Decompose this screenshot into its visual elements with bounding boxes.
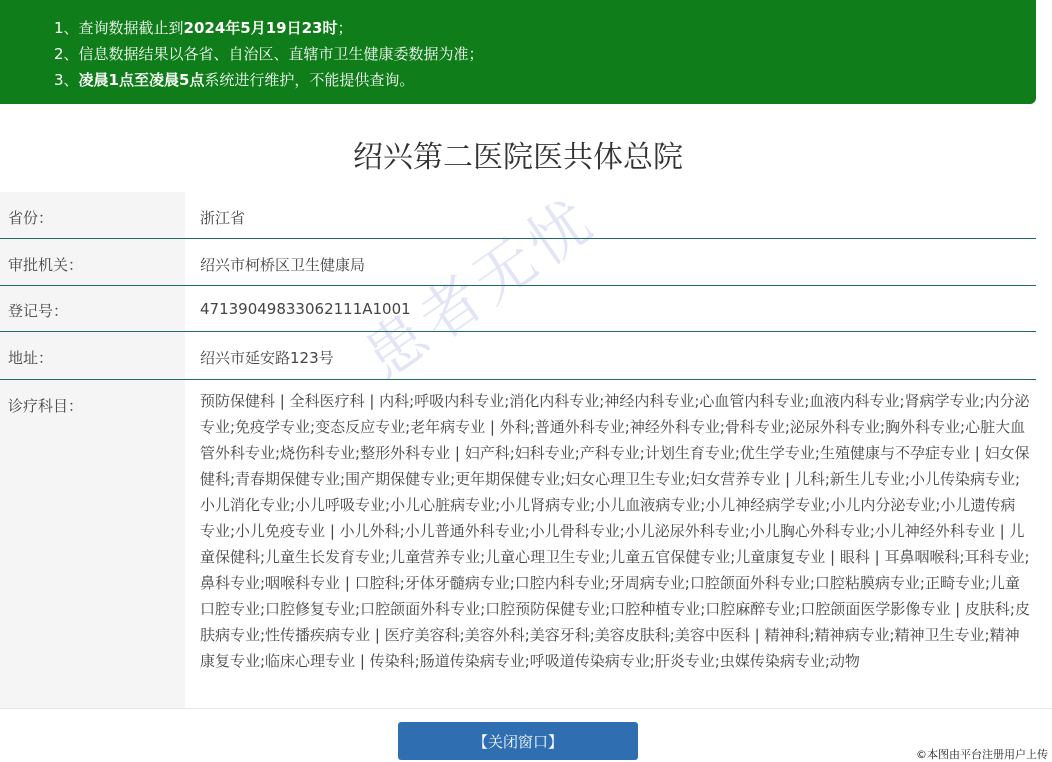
row-departments (0, 380, 1036, 710)
row-province-value: 浙江省 (200, 209, 246, 227)
departments-list: 预防保健科 | 全科医疗科 | 内科;呼吸内科专业;消化内科专业;神经内科专业;心血管内科专业;血液内科专业;肾病学专业;内分泌专业;免疫学专业;变态反应专业;老年病专业 | 外科;普通外科专业;神经外科专业;骨科专业;泌尿外科专业;胸外科专业;心脏大血管外科专业;烧伤科专业;整形外科专业 | 妇产科;妇科专业;产科专业;计划生育专业;优生学专业;生殖健康与不孕症专业 | 妇女保健科;青春期保健专业;围产期保健专业;更年期保健专业;妇女心理卫生专业;妇女营养专业 | 儿科;新生儿专业;小儿传染病专业;小儿消化专业;小儿呼吸专业;小儿心脏病专业;小儿肾病专业;小儿血液病专业;小儿神经病学专业;小儿内分泌专业;小儿遗传病专业;小儿免疫专业 | 小儿外科;小儿普通外科专业;小儿骨科专业;小儿泌尿外科专业;小儿胸心外科专业;小儿神经外科专业 | 儿童保健科;儿童生长发育专业;儿童营养专业;儿童心理卫生专业;儿童五官保健专业;儿童康复专业 | 眼科 | 耳鼻咽喉科;耳科专业;鼻科专业;咽喉科专业 | 口腔科;牙体牙髓病专业;口腔内科专业;牙周病专业;口腔颌面外科专业;口腔粘膜病专业;正畸专业;儿童口腔专业;口腔修复专业;口腔颌面外科专业;口腔预防保健专业;口腔种植专业;口腔麻醉专业;口腔颌面医学影像专业 | 皮肤科;皮肤病专业;性传播疾病专业 | 医疗美容科;美容外科;美容牙科;美容皮肤科;美容中医科 | 精神科;精神病专业;精神卫生专业;精神康复专业;临床心理专业 | 传染科;肠道传染病专业;呼吸道传染病专业;肝炎专业;虫媒传染病专业;动物 (200, 392, 1030, 670)
notice-banner (0, 0, 1036, 104)
row-address (0, 332, 1036, 380)
row-address-value: 绍兴市延安路123号 (200, 349, 334, 367)
row-registration (0, 286, 1036, 332)
close-window-button[interactable]: 【关闭窗口】 (398, 722, 638, 760)
row-province-label-cell (0, 192, 185, 238)
notice-line-1-suffix: ； (337, 19, 353, 37)
row-registration-label: 登记号： (8, 302, 69, 320)
row-address-label-cell (0, 332, 185, 379)
row-authority-value: 绍兴市柯桥区卫生健康局 (200, 256, 366, 274)
row-departments-label: 诊疗科目： (8, 397, 84, 415)
notice-line-1-prefix: 1、查询数据截止到 (54, 19, 184, 37)
notice-line-3-suffix: 系统进行维护，不能提供查询。 (204, 71, 415, 89)
row-registration-label-cell (0, 286, 185, 331)
row-departments-label-cell (0, 380, 185, 710)
row-address-label: 地址： (8, 349, 54, 367)
watermark-text: 患者无忧 (352, 184, 609, 393)
footer-bar (0, 708, 1052, 761)
notice-line-3-hours: 凌晨1点至凌晨5点 (78, 71, 205, 89)
notice-line-2: 2、信息数据结果以各省、自治区、直辖市卫生健康委数据为准； (54, 45, 484, 63)
copyright-note: ©本图由平台注册用户上传 (916, 748, 1048, 761)
row-authority-label-cell (0, 239, 185, 285)
page-title: 绍兴第二医院医共体总院 (353, 140, 683, 175)
row-authority-label: 审批机关： (8, 256, 84, 274)
row-province-label: 省份： (8, 209, 54, 227)
notice-line-3 (54, 69, 414, 90)
row-registration-value: 47139049833062111A1001 (200, 300, 411, 318)
row-authority (0, 239, 1036, 286)
notice-line-3-prefix: 3、 (54, 71, 79, 89)
row-province (0, 192, 1036, 239)
notice-line-1-date: 2024年5月19日23时 (183, 19, 338, 37)
notice-line-1 (54, 17, 353, 38)
